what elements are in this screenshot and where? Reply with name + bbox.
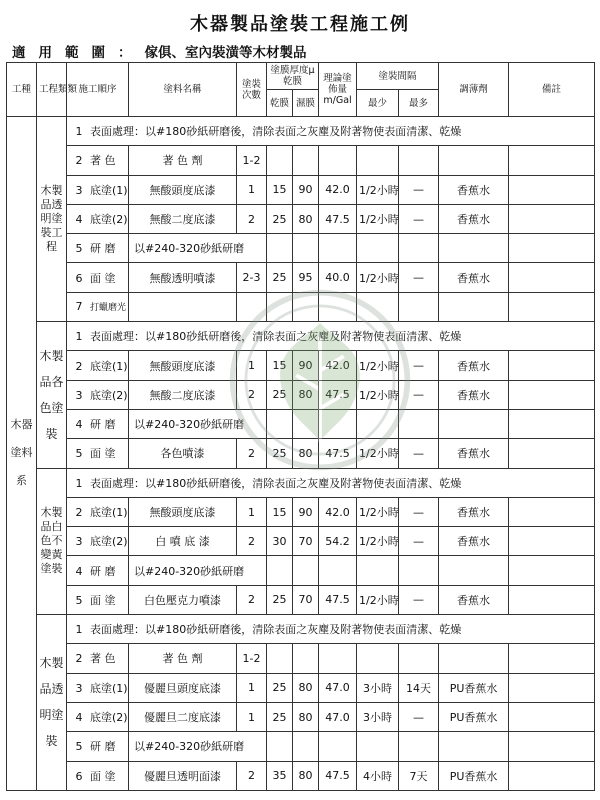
usage-cell: 42.0	[319, 351, 357, 380]
usage-cell: 47.5	[319, 439, 357, 468]
interval-min-cell: 4小時	[357, 761, 399, 790]
sanding-note-cell: 以#240-320砂紙研磨	[129, 732, 267, 761]
film-wet-cell: 80	[293, 702, 319, 731]
film-wet-cell: 80	[293, 761, 319, 790]
step-label: 底塗(1)	[90, 506, 128, 519]
empty-cell	[129, 292, 237, 321]
header-coats: 塗裝次數	[237, 63, 267, 117]
interval-min-cell: 1/2小時	[357, 380, 399, 409]
film-dry-cell	[267, 146, 293, 175]
step-cell	[67, 497, 129, 526]
film-dry-cell: 25	[267, 702, 293, 731]
table-row	[7, 351, 595, 380]
step-number: 4	[75, 418, 83, 432]
remarks-cell	[509, 263, 595, 292]
header-process-type: 工程類類	[37, 63, 67, 117]
step-cell	[67, 585, 129, 614]
remarks-cell	[509, 439, 595, 468]
step-cell	[67, 380, 129, 409]
remarks-cell	[509, 585, 595, 614]
step-cell	[67, 409, 129, 438]
step-cell	[67, 204, 129, 233]
interval-max-cell: —	[399, 527, 439, 556]
paint-name-cell: 無酸二度底漆	[129, 380, 237, 409]
empty-cell	[319, 556, 357, 585]
step-number: 5	[75, 740, 83, 754]
coats-cell: 1-2	[237, 644, 267, 673]
step-cell	[67, 702, 129, 731]
paint-name-cell: 無酸頭度底漆	[129, 175, 237, 204]
header-interval: 塗裝間隔	[357, 63, 439, 90]
empty-cell	[399, 556, 439, 585]
header-interval-min: 最少	[357, 90, 399, 117]
table-row	[7, 263, 595, 292]
header-remarks: 備註	[509, 63, 595, 117]
sanding-note-cell: 以#240-320砂紙研磨	[129, 556, 267, 585]
remarks-cell	[509, 644, 595, 673]
thinner-cell: 香蕉水	[439, 585, 509, 614]
film-dry-cell: 25	[267, 204, 293, 233]
table-row	[7, 234, 595, 263]
empty-cell	[357, 234, 399, 263]
interval-max-cell: —	[399, 204, 439, 233]
film-dry-cell: 25	[267, 263, 293, 292]
step-label: 面 塗	[90, 769, 116, 783]
step-label: 研 磨	[90, 242, 116, 256]
interval-max-cell: —	[399, 351, 439, 380]
interval-min-cell: 3小時	[357, 673, 399, 702]
empty-cell	[267, 234, 293, 263]
film-wet-cell: 80	[293, 673, 319, 702]
table-row	[7, 732, 595, 761]
empty-cell	[293, 234, 319, 263]
interval-max-cell: —	[399, 702, 439, 731]
paint-name-cell: 無酸二度底漆	[129, 204, 237, 233]
paint-name-cell: 著 色 劑	[129, 146, 237, 175]
step-number: 7	[75, 300, 83, 314]
step-text: 表面處理：以#180砂紙研磨後，清除表面之灰塵及附著物使表面清潔、乾燥	[90, 330, 462, 344]
empty-cell	[399, 234, 439, 263]
surface-prep-cell	[67, 117, 595, 146]
step-number: 1	[75, 623, 83, 637]
header-step-order: 施工順序	[67, 63, 129, 117]
interval-max-cell	[399, 644, 439, 673]
empty-cell	[267, 409, 293, 438]
remarks-cell	[509, 204, 595, 233]
step-number: 5	[75, 447, 83, 461]
film-wet-cell: 95	[293, 263, 319, 292]
step-label: 研 磨	[90, 564, 116, 578]
step-number: 2	[75, 154, 83, 168]
thinner-cell: 香蕉水	[439, 175, 509, 204]
step-number: 3	[75, 535, 83, 549]
step-label: 面 塗	[90, 447, 116, 461]
coats-cell: 2	[237, 439, 267, 468]
step-label: 著 色	[90, 154, 116, 168]
film-dry-cell	[267, 644, 293, 673]
step-cell	[67, 292, 129, 321]
film-wet-cell: 80	[293, 380, 319, 409]
empty-cell	[439, 556, 509, 585]
coats-cell: 1	[237, 351, 267, 380]
step-label: 底塗(2)	[90, 535, 128, 549]
header-film-thickness: 塗膜厚度μ乾膜	[267, 63, 319, 90]
step-number: 2	[75, 359, 83, 373]
film-dry-cell: 25	[267, 673, 293, 702]
header-thinner: 調薄劑	[439, 63, 509, 117]
step-label: 面 塗	[90, 271, 116, 285]
table-row	[7, 585, 595, 614]
usage-cell: 40.0	[319, 263, 357, 292]
table-row	[7, 615, 595, 644]
empty-cell	[319, 292, 357, 321]
empty-cell	[509, 234, 595, 263]
usage-cell: 47.5	[319, 380, 357, 409]
section-name-cell: 木製品白色不變黃塗裝	[37, 468, 67, 614]
film-wet-cell: 80	[293, 204, 319, 233]
table-row	[7, 468, 595, 497]
thinner-cell: PU香蕉水	[439, 673, 509, 702]
table-row	[7, 175, 595, 204]
step-number: 3	[75, 183, 83, 197]
remarks-cell	[509, 702, 595, 731]
interval-max-cell	[399, 146, 439, 175]
thinner-cell: 香蕉水	[439, 351, 509, 380]
interval-min-cell	[357, 644, 399, 673]
interval-min-cell: 1/2小時	[357, 204, 399, 233]
film-wet-cell	[293, 644, 319, 673]
step-label: 底塗(2)	[90, 388, 128, 402]
scope-line	[12, 41, 592, 61]
coats-cell: 2	[237, 380, 267, 409]
remarks-cell	[509, 351, 595, 380]
empty-cell	[293, 409, 319, 438]
paint-name-cell: 優麗旦透明面漆	[129, 761, 237, 790]
section-name-cell: 木製品透明塗裝	[37, 615, 67, 791]
empty-cell	[509, 409, 595, 438]
table-row	[7, 527, 595, 556]
step-cell	[67, 673, 129, 702]
coats-cell: 1	[237, 175, 267, 204]
spec-table-body	[7, 117, 595, 791]
interval-max-cell: 14天	[399, 673, 439, 702]
film-wet-cell: 90	[293, 175, 319, 204]
thinner-cell	[439, 644, 509, 673]
empty-cell	[357, 556, 399, 585]
interval-max-cell: —	[399, 585, 439, 614]
thinner-cell: PU香蕉水	[439, 761, 509, 790]
film-wet-cell	[293, 146, 319, 175]
usage-cell: 47.5	[319, 761, 357, 790]
interval-min-cell: 1/2小時	[357, 263, 399, 292]
step-number: 4	[75, 711, 83, 725]
step-label: 底塗(1)	[90, 681, 128, 695]
empty-cell	[319, 409, 357, 438]
interval-max-cell: —	[399, 175, 439, 204]
interval-max-cell: —	[399, 263, 439, 292]
step-number: 1	[75, 125, 83, 139]
table-row	[7, 146, 595, 175]
coats-cell: 1	[237, 497, 267, 526]
table-row	[7, 761, 595, 790]
table-row	[7, 439, 595, 468]
interval-min-cell: 3小時	[357, 702, 399, 731]
step-number: 1	[75, 476, 83, 490]
table-row	[7, 497, 595, 526]
header-category: 工種	[7, 63, 37, 117]
surface-prep-cell	[67, 322, 595, 351]
step-number: 6	[75, 769, 83, 783]
step-label: 著 色	[90, 652, 116, 666]
surface-prep-cell	[67, 615, 595, 644]
empty-cell	[293, 292, 319, 321]
header-interval-max: 最多	[399, 90, 439, 117]
step-number: 4	[75, 213, 83, 227]
empty-cell	[439, 732, 509, 761]
empty-cell	[357, 292, 399, 321]
empty-cell	[399, 292, 439, 321]
document-title: 木器製品塗裝工程施工例	[190, 14, 410, 35]
coats-cell: 2-3	[237, 263, 267, 292]
empty-cell	[267, 292, 293, 321]
coats-cell: 1	[237, 673, 267, 702]
step-cell	[67, 527, 129, 556]
step-cell	[67, 146, 129, 175]
empty-cell	[319, 234, 357, 263]
table-row	[7, 409, 595, 438]
step-number: 5	[75, 242, 83, 256]
interval-max-cell: —	[399, 380, 439, 409]
step-cell	[67, 175, 129, 204]
empty-cell	[509, 732, 595, 761]
sanding-note-cell: 以#240-320砂紙研磨	[129, 234, 267, 263]
empty-cell	[357, 409, 399, 438]
film-wet-cell: 80	[293, 439, 319, 468]
film-dry-cell: 25	[267, 380, 293, 409]
remarks-cell	[509, 761, 595, 790]
table-row	[7, 380, 595, 409]
remarks-cell	[509, 146, 595, 175]
empty-cell	[439, 292, 509, 321]
step-number: 2	[75, 652, 83, 666]
usage-cell: 47.0	[319, 673, 357, 702]
interval-min-cell: 1/2小時	[357, 585, 399, 614]
empty-cell	[293, 556, 319, 585]
film-wet-cell: 70	[293, 585, 319, 614]
usage-cell: 42.0	[319, 497, 357, 526]
film-dry-cell: 30	[267, 527, 293, 556]
coats-cell: 1	[237, 702, 267, 731]
film-wet-cell: 70	[293, 527, 319, 556]
thinner-cell: 香蕉水	[439, 439, 509, 468]
film-wet-cell: 90	[293, 351, 319, 380]
empty-cell	[509, 556, 595, 585]
step-label: 研 磨	[90, 740, 116, 754]
thinner-cell: 香蕉水	[439, 204, 509, 233]
interval-max-cell: —	[399, 439, 439, 468]
header-film-wet: 濕膜	[293, 90, 319, 117]
paint-name-cell: 各色噴漆	[129, 439, 237, 468]
empty-cell	[399, 409, 439, 438]
thinner-cell: 香蕉水	[439, 527, 509, 556]
table-row	[7, 702, 595, 731]
remarks-cell	[509, 527, 595, 556]
step-text: 表面處理：以#180砂紙研磨後，清除表面之灰塵及附著物使表面清潔、乾燥	[90, 125, 462, 139]
step-label: 底塗(2)	[90, 711, 128, 725]
empty-cell	[293, 732, 319, 761]
film-dry-cell: 25	[267, 585, 293, 614]
interval-min-cell: 1/2小時	[357, 175, 399, 204]
usage-cell	[319, 146, 357, 175]
usage-cell	[319, 644, 357, 673]
section-name-cell: 木製品各色塗裝	[37, 322, 67, 468]
step-cell	[67, 351, 129, 380]
remarks-cell	[509, 380, 595, 409]
step-label: 面 塗	[90, 593, 116, 607]
header-theory-usage: 理論塗佈量 m/Gal	[319, 63, 357, 117]
step-number: 3	[75, 388, 83, 402]
step-cell	[67, 644, 129, 673]
empty-cell	[439, 409, 509, 438]
step-cell	[67, 263, 129, 292]
interval-min-cell	[357, 146, 399, 175]
step-cell	[67, 556, 129, 585]
empty-cell	[319, 732, 357, 761]
section-name-cell: 木製品透明塗裝工程	[37, 117, 67, 322]
usage-cell: 42.0	[319, 175, 357, 204]
empty-cell	[399, 732, 439, 761]
interval-min-cell: 1/2小時	[357, 527, 399, 556]
remarks-cell	[509, 673, 595, 702]
thinner-cell: 香蕉水	[439, 497, 509, 526]
interval-min-cell: 1/2小時	[357, 351, 399, 380]
table-row	[7, 322, 595, 351]
step-number: 4	[75, 564, 83, 578]
coats-cell: 2	[237, 761, 267, 790]
step-label: 底塗(1)	[90, 359, 128, 373]
paint-name-cell: 優麗旦二度底漆	[129, 702, 237, 731]
interval-max-cell: 7天	[399, 761, 439, 790]
interval-max-cell: —	[399, 497, 439, 526]
thinner-cell	[439, 146, 509, 175]
scope-text: 傢俱、室內裝潢等木材製品	[144, 45, 307, 61]
empty-cell	[237, 292, 267, 321]
empty-cell	[357, 732, 399, 761]
film-dry-cell: 15	[267, 351, 293, 380]
step-number: 3	[75, 681, 83, 695]
step-cell	[67, 439, 129, 468]
paint-name-cell: 無酸頭度底漆	[129, 351, 237, 380]
step-text: 表面處理：以#180砂紙研磨後，清除表面之灰塵及附著物使表面清潔、乾燥	[90, 623, 462, 637]
step-label: 研 磨	[90, 418, 116, 432]
step-number: 6	[75, 271, 83, 285]
coats-cell: 2	[237, 585, 267, 614]
usage-cell: 47.5	[319, 204, 357, 233]
step-text: 表面處理：以#180砂紙研磨後，清除表面之灰塵及附著物使表面清潔、乾燥	[90, 476, 462, 490]
film-dry-cell: 35	[267, 761, 293, 790]
step-cell	[67, 732, 129, 761]
film-dry-cell: 25	[267, 439, 293, 468]
table-row	[7, 556, 595, 585]
paint-name-cell: 無酸頭度底漆	[129, 497, 237, 526]
empty-cell	[509, 292, 595, 321]
empty-cell	[439, 234, 509, 263]
step-label: 底塗(2)	[90, 213, 128, 227]
step-number: 5	[75, 593, 83, 607]
step-cell	[67, 761, 129, 790]
step-cell	[67, 234, 129, 263]
coats-cell: 2	[237, 527, 267, 556]
header-paint-name: 塗料名稱	[129, 63, 237, 117]
interval-min-cell: 1/2小時	[357, 497, 399, 526]
film-wet-cell: 90	[293, 497, 319, 526]
thinner-cell: PU香蕉水	[439, 702, 509, 731]
painting-spec-table	[6, 62, 595, 791]
table-row	[7, 117, 595, 146]
thinner-cell: 香蕉水	[439, 263, 509, 292]
scope-label: 適用範圍：	[12, 45, 145, 61]
remarks-cell	[509, 175, 595, 204]
usage-cell: 47.0	[319, 702, 357, 731]
coats-cell: 2	[237, 204, 267, 233]
usage-cell: 54.2	[319, 527, 357, 556]
interval-min-cell: 1/2小時	[357, 439, 399, 468]
paint-name-cell: 白色壓克力噴漆	[129, 585, 237, 614]
sanding-note-cell: 以#240-320砂紙研磨	[129, 409, 267, 438]
thinner-cell: 香蕉水	[439, 380, 509, 409]
usage-cell: 47.5	[319, 585, 357, 614]
paint-name-cell: 無酸透明噴漆	[129, 263, 237, 292]
step-label: 打蠟磨光	[90, 303, 127, 314]
step-number: 2	[75, 506, 83, 519]
remarks-cell	[509, 497, 595, 526]
step-label: 底塗(1)	[90, 183, 128, 197]
paint-name-cell: 著 色 劑	[129, 644, 237, 673]
header-film-dry: 乾膜	[267, 90, 293, 117]
film-dry-cell: 15	[267, 497, 293, 526]
table-row	[7, 644, 595, 673]
category-cell: 木器塗料系	[7, 117, 37, 791]
empty-cell	[267, 556, 293, 585]
paint-name-cell: 白 噴 底 漆	[129, 527, 237, 556]
table-row	[7, 673, 595, 702]
film-dry-cell: 15	[267, 175, 293, 204]
table-row	[7, 204, 595, 233]
table-row	[7, 292, 595, 321]
coats-cell: 1-2	[237, 146, 267, 175]
step-number: 1	[75, 330, 83, 344]
empty-cell	[267, 732, 293, 761]
surface-prep-cell	[67, 468, 595, 497]
paint-name-cell: 優麗旦頭度底漆	[129, 673, 237, 702]
